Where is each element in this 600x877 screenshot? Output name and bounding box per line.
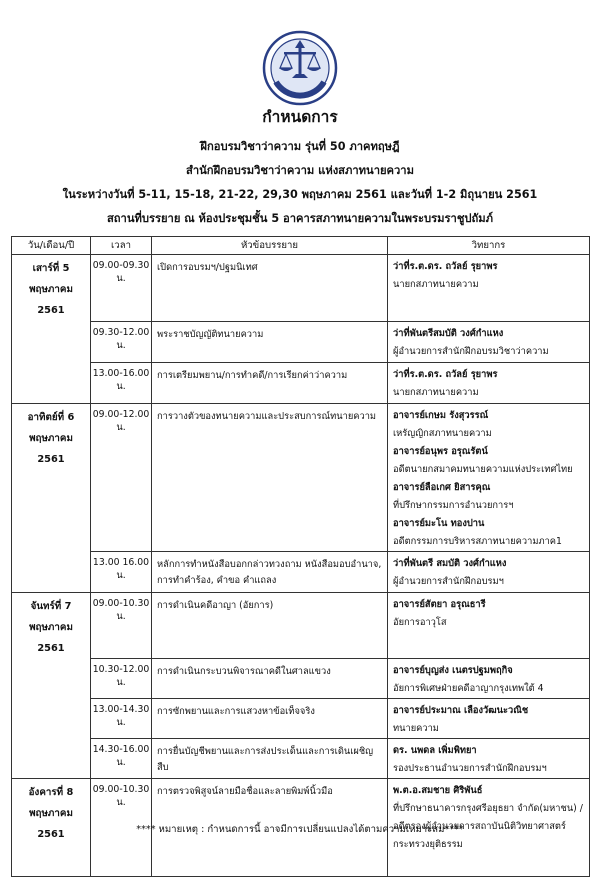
speaker-cell: [388, 321, 590, 362]
topic-cell: [152, 592, 388, 659]
date-range: ในระหว่างวันที่ 5-11, 15-18, 21-22, 29,30 พฤษภาคม 2561 และวันที่ 1-2 มิถุนายน 2561: [62, 188, 538, 201]
speaker-cell: [388, 255, 590, 322]
speaker-name: อาจารย์บุญส่ง เนตรปฐมพฤกิจ: [393, 665, 513, 676]
speaker-name: ว่าที่ร.ต.ดร. ถวัลย์ รุยาพร: [393, 261, 498, 272]
speaker-name: ว่าที่ร.ต.ดร. ถวัลย์ รุยาพร: [393, 368, 498, 380]
day-cell: [12, 659, 91, 699]
speaker-name: อาจารย์อนุพร อรุณรัตน์: [393, 445, 488, 457]
day-label-line: เสาร์ที่ 5: [32, 263, 70, 274]
speaker-role: ที่ปรึกษากรรมการอำนวยการฯ: [393, 499, 514, 511]
speaker-name: ว่าที่พันตรี สมบัติ วงศ์กำแหง: [393, 557, 507, 569]
day-label-line: 2561: [37, 642, 65, 654]
time-cell: 13.00-14.30 น.: [91, 699, 152, 739]
day-label-line: 2561: [37, 453, 65, 465]
table-row: [12, 321, 590, 362]
table-row: [12, 659, 590, 699]
day-cell: [12, 255, 91, 322]
footnote: **** หมายเหตุ : กำหนดการนี้ อาจมีการเปลี่ยนแปลงได้ตามความเหมาะสม****: [136, 824, 464, 835]
day-label-line: พฤษภาคม: [29, 432, 73, 444]
topic-line: หลักการทำหนังสือบอกกล่าวทวงถาม หนังสือมอบอำนาจ,: [157, 558, 382, 570]
topic-line: พระราชบัญญัติทนายความ: [157, 328, 264, 340]
table-row: [12, 551, 590, 592]
topic-cell: [152, 321, 388, 362]
speaker-cell: [388, 739, 590, 779]
speaker-role: นายกสภาทนายความ: [393, 279, 479, 290]
speaker-cell: [388, 699, 590, 739]
speaker-cell: [388, 551, 590, 592]
speaker-role: ผู้อำนวยการสำนักฝึกอบรมฯ: [393, 575, 504, 587]
day-label-line: พฤษภาคม: [29, 808, 73, 819]
speaker-role: อดีตกรรมการบริหารสภาทนายความภาค1: [393, 535, 562, 547]
topic-cell: [152, 739, 388, 779]
time-cell: 10.30-12.00 น.: [91, 659, 152, 699]
day-label-line: 2561: [37, 305, 65, 316]
time-cell: 13.00-16.00 น.: [91, 362, 152, 403]
speaker-name: อาจารย์มะโน ทองปาน: [393, 517, 485, 529]
day-label-line: อาทิตย์ที่ 6: [27, 411, 75, 423]
topic-cell: [152, 699, 388, 739]
day-cell: [12, 592, 91, 659]
topic-line: การเตรียมพยาน/การทำคดี/การเรียกค่าว่าความ: [157, 369, 348, 381]
speaker-role: นายกสภาทนายความ: [393, 386, 479, 398]
time-cell: 13.00 16.00 น.: [91, 551, 152, 592]
speaker-name: พ.ต.อ.สมชาย ศิริพันธ์: [393, 785, 483, 796]
day-label-line: พฤษภาคม: [29, 621, 73, 633]
day-label-line: 2561: [37, 829, 65, 840]
topic-line: การดำเนินคดีอาญา (อัยการ): [157, 599, 274, 611]
day-cell: [12, 403, 91, 551]
speaker-role: อดีตนายกสมาคมทนายความแห่งประเทศไทย: [393, 463, 573, 475]
column-header-time: เวลา: [91, 237, 152, 255]
speaker-role: ที่ปรึกษาธนาคารกรุงศรีอยุธยา จำกัด(มหาชน) / อดีตรองผู้อำนวยการสถาบันนิติวิทยาศาสตร์ กระทรวงยุติธรรม: [393, 803, 583, 850]
column-header-date: วัน/เดือน/ปี: [12, 237, 91, 255]
topic-cell: [152, 255, 388, 322]
speaker-role: อัยการอาวุโส: [393, 616, 447, 628]
topic-cell: [152, 551, 388, 592]
topic-cell: [152, 403, 388, 551]
topic-line: การตรวจพิสูจน์ลายมือชื่อและลายพิมพ์นิ้วมือ: [157, 786, 333, 797]
lawyers-council-logo: [262, 30, 338, 106]
document-header: [0, 104, 600, 233]
speaker-role: อัยการพิเศษฝ่ายคดีอาญากรุงเทพใต้ 4: [393, 683, 544, 694]
table-row: [12, 362, 590, 403]
speaker-role: รองประธานอำนวยการสำนักฝึกอบรมฯ: [393, 763, 547, 774]
schedule-table: [11, 236, 590, 877]
time-cell: 09.00-10.30 น.: [91, 592, 152, 659]
topic-cell: [152, 659, 388, 699]
table-row: [12, 403, 590, 551]
day-label-line: จันทร์ที่ 7: [30, 600, 72, 612]
speaker-cell: [388, 403, 590, 551]
topic-line: การทำคำร้อง, คำขอ คำแถลง: [157, 574, 277, 586]
time-cell: 09.30-12.00 น.: [91, 321, 152, 362]
speaker-cell: [388, 362, 590, 403]
topic-line: การยื่นบัญชีพยานและการส่งประเด็นและการเดินเผชิญสืบ: [157, 746, 374, 773]
speaker-name: ดร. นพดล เพิ่มพิทยา: [393, 745, 477, 756]
schedule-body: [12, 255, 590, 877]
organizer: สำนักฝึกอบรมวิชาว่าความ แห่งสภาทนายความ: [186, 164, 414, 177]
table-row: [12, 255, 590, 322]
document-title: กำหนดการ: [262, 108, 338, 126]
topic-cell: [152, 362, 388, 403]
topic-line: เปิดการอบรมฯ/ปฐมนิเทศ: [157, 262, 258, 273]
day-label-line: พฤษภาคม: [29, 284, 73, 295]
speaker-name: อาจารย์เกษม รังสุวรรณ์: [393, 409, 489, 421]
day-cell: [12, 551, 91, 592]
speaker-name: อาจารย์สัตยา อรุณธารี: [393, 598, 486, 610]
course-name: ฝึกอบรมวิชาว่าความ รุ่นที่ 50 ภาคทฤษฎี: [200, 140, 400, 153]
table-header-row: [12, 237, 590, 255]
speaker-cell: [388, 659, 590, 699]
topic-line: การซักพยานและการแสวงหาข้อเท็จจริง: [157, 706, 315, 717]
time-cell: 09.00-09.30 น.: [91, 255, 152, 322]
speaker-role: ทนายความ: [393, 723, 439, 734]
speaker-role: ผู้อำนวยการสำนักฝึกอบรมวิชาว่าความ: [393, 345, 549, 357]
table-row: [12, 699, 590, 739]
topic-line: การวางตัวของทนายความและประสบการณ์ทนายความ: [157, 410, 377, 422]
speaker-name: ว่าที่พันตรีสมบัติ วงศ์กำแหง: [393, 327, 504, 339]
speaker-name: อาจารย์ประมาณ เลืองวัฒนะวณิช: [393, 705, 529, 716]
speaker-role: เหรัญญิกสภาทนายความ: [393, 427, 492, 439]
day-cell: [12, 699, 91, 739]
topic-line: การดำเนินกระบวนพิจารณาคดีในศาลแขวง: [157, 666, 331, 677]
speaker-cell: [388, 592, 590, 659]
column-header-topic: หัวข้อบรรยาย: [152, 237, 388, 255]
day-cell: [12, 739, 91, 779]
table-row: [12, 739, 590, 779]
speaker-name: อาจารย์ลือเกศ ยิสารคุณ: [393, 481, 491, 493]
day-label-line: อังคารที่ 8: [28, 787, 74, 798]
time-cell: 14.30-16.00 น.: [91, 739, 152, 779]
venue: สถานที่บรรยาย ณ ห้องประชุมชั้น 5 อาคารสภาทนายความในพระบรมราชูปถัมภ์: [106, 212, 494, 225]
day-cell: [12, 321, 91, 362]
column-header-speaker: วิทยากร: [388, 237, 590, 255]
time-cell: 09.00-12.00 น.: [91, 403, 152, 551]
day-cell: [12, 362, 91, 403]
time-cell: 09.00-10.30 น.: [91, 779, 152, 877]
table-row: [12, 592, 590, 659]
